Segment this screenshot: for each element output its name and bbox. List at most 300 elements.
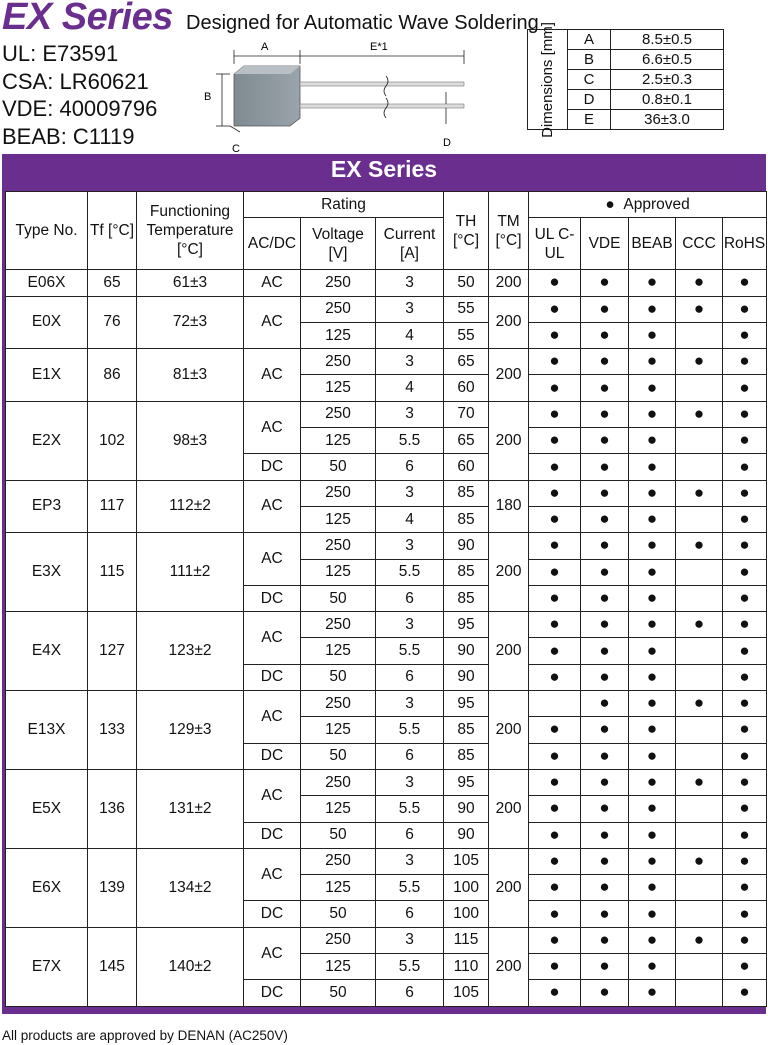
- approval-beab-cell: [629, 980, 676, 1006]
- component-diagram: [200, 34, 480, 152]
- acdc-cell: AC: [244, 691, 301, 744]
- approved-dot-icon: ●: [599, 377, 610, 397]
- acdc-cell: DC: [244, 980, 301, 1006]
- current-cell: 4: [376, 322, 444, 348]
- voltage-cell: 250: [301, 296, 376, 322]
- voltage-cell: 125: [301, 796, 376, 822]
- current-cell: 3: [376, 691, 444, 717]
- type-no-cell: E06X: [6, 270, 88, 296]
- current-cell: 5.5: [376, 954, 444, 980]
- approved-dot-icon: ●: [646, 298, 658, 318]
- approved-dot-icon: ●: [739, 903, 750, 923]
- approval-rohs-cell: [723, 691, 767, 717]
- th-cell: 90: [444, 533, 489, 559]
- approved-dot-icon: ●: [739, 614, 750, 634]
- voltage-cell: 250: [301, 533, 376, 559]
- approved-dot-icon: ●: [599, 272, 610, 292]
- approved-dot-icon: ●: [549, 377, 560, 397]
- approved-dot-icon: ●: [599, 956, 610, 976]
- tf-cell: 139: [88, 848, 137, 927]
- approved-dot-icon: ●: [599, 719, 610, 739]
- current-cell: 3: [376, 401, 444, 427]
- current-cell: 3: [376, 769, 444, 795]
- approval-ul-cell: [529, 638, 581, 664]
- approval-ccc-cell: [676, 691, 723, 717]
- approved-dot-icon: ●: [693, 403, 705, 423]
- current-cell: 3: [376, 270, 444, 296]
- dim-key: B: [568, 50, 611, 70]
- th-cell: 85: [444, 743, 489, 769]
- type-no-cell: E4X: [6, 612, 88, 691]
- approved-dot-icon: ●: [646, 509, 658, 529]
- approved-dot-icon: ●: [599, 298, 610, 318]
- tm-cell: 200: [489, 296, 529, 349]
- th-cell: 60: [444, 375, 489, 401]
- current-cell: 5.5: [376, 559, 444, 585]
- approval-ul-cell: [529, 980, 581, 1006]
- type-no-cell: E1X: [6, 349, 88, 402]
- approved-dot-icon: ●: [646, 456, 658, 476]
- approved-dot-icon: ●: [739, 456, 750, 476]
- approved-dot-icon: ●: [549, 719, 560, 739]
- approval-ccc-cell: [676, 980, 723, 1006]
- approval-rohs-cell: [723, 664, 767, 690]
- voltage-cell: 125: [301, 322, 376, 348]
- approved-dot-icon: ●: [599, 903, 610, 923]
- dim-value: 2.5±0.3: [611, 70, 724, 90]
- approval-vde-cell: [581, 559, 629, 585]
- th-cell: 65: [444, 428, 489, 454]
- approval-ccc-cell: [676, 506, 723, 532]
- approved-dot-icon: ●: [599, 693, 610, 713]
- approval-rohs-cell: [723, 612, 767, 638]
- approval-ul-cell: [529, 875, 581, 901]
- approval-beab-cell: [629, 296, 676, 322]
- approval-ccc-cell: [676, 559, 723, 585]
- th-cell: 65: [444, 349, 489, 375]
- th-cell: 95: [444, 769, 489, 795]
- dim-value: 8.5±0.5: [611, 30, 724, 50]
- current-cell: 6: [376, 980, 444, 1006]
- header-beab: BEAB: [629, 218, 676, 270]
- th-cell: 105: [444, 848, 489, 874]
- approved-dot-icon: ●: [549, 456, 560, 476]
- current-cell: 5.5: [376, 638, 444, 664]
- functioning-temp-cell: 111±2: [137, 533, 244, 612]
- approval-ul-cell: [529, 743, 581, 769]
- products-table: [5, 191, 767, 1007]
- approval-ccc-cell: [676, 401, 723, 427]
- th-cell: 90: [444, 822, 489, 848]
- dim-key: E: [568, 110, 611, 130]
- type-no-cell: E3X: [6, 533, 88, 612]
- header-functioning-temp: Functioning Temperature [°C]: [137, 192, 244, 270]
- approval-ul-cell: [529, 717, 581, 743]
- approval-ul-cell: [529, 428, 581, 454]
- current-cell: 6: [376, 822, 444, 848]
- approval-rohs-cell: [723, 769, 767, 795]
- voltage-cell: 250: [301, 401, 376, 427]
- certification-list: [2, 40, 157, 150]
- approval-beab-cell: [629, 375, 676, 401]
- approved-dot-icon: ●: [549, 614, 560, 634]
- approval-beab-cell: [629, 954, 676, 980]
- approved-dot-icon: ●: [646, 325, 658, 345]
- approval-ccc-cell: [676, 270, 723, 296]
- approval-ul-cell: [529, 296, 581, 322]
- current-cell: 5.5: [376, 875, 444, 901]
- table-row: [6, 769, 767, 795]
- approval-rohs-cell: [723, 822, 767, 848]
- voltage-cell: 250: [301, 270, 376, 296]
- acdc-cell: AC: [244, 480, 301, 533]
- approval-beab-cell: [629, 322, 676, 348]
- approval-vde-cell: [581, 454, 629, 480]
- approved-dot-icon: ●: [549, 272, 560, 292]
- approval-ccc-cell: [676, 927, 723, 953]
- cert-csa: CSA: LR60621: [2, 68, 149, 94]
- table-row: [6, 533, 767, 559]
- tm-cell: 200: [489, 612, 529, 691]
- approval-ul-cell: [529, 322, 581, 348]
- products-table-body: [6, 270, 767, 1006]
- current-cell: 3: [376, 349, 444, 375]
- header-ul: UL C-UL: [529, 218, 581, 270]
- approval-ccc-cell: [676, 664, 723, 690]
- approval-ccc-cell: [676, 638, 723, 664]
- header-ccc: CCC: [676, 218, 723, 270]
- tm-cell: 200: [489, 848, 529, 927]
- approval-ul-cell: [529, 270, 581, 296]
- approval-beab-cell: [629, 612, 676, 638]
- tf-cell: 117: [88, 480, 137, 533]
- dimensions-table: [527, 21, 724, 138]
- approval-rohs-cell: [723, 375, 767, 401]
- voltage-cell: 125: [301, 717, 376, 743]
- approval-ccc-cell: [676, 769, 723, 795]
- approved-dot-icon: ●: [599, 561, 610, 581]
- approval-ccc-cell: [676, 428, 723, 454]
- approved-dot-icon: ●: [549, 956, 560, 976]
- approved-dot-icon: ●: [599, 509, 610, 529]
- type-no-cell: E0X: [6, 296, 88, 349]
- approval-vde-cell: [581, 585, 629, 611]
- approved-dot-icon: ●: [739, 666, 750, 686]
- acdc-cell: AC: [244, 296, 301, 349]
- voltage-cell: 250: [301, 349, 376, 375]
- th-cell: 85: [444, 717, 489, 743]
- approval-ul-cell: [529, 559, 581, 585]
- tf-cell: 136: [88, 769, 137, 848]
- voltage-cell: 50: [301, 664, 376, 690]
- header-voltage: Voltage [V]: [301, 218, 376, 270]
- approved-dot-icon: ●: [739, 377, 750, 397]
- approved-dot-icon: ●: [599, 403, 610, 423]
- approval-beab-cell: [629, 769, 676, 795]
- approval-rohs-cell: [723, 349, 767, 375]
- approved-dot-icon: ●: [646, 903, 658, 923]
- current-cell: 3: [376, 848, 444, 874]
- approved-dot-icon: ●: [549, 982, 560, 1002]
- approved-dot-icon: ●: [549, 929, 560, 949]
- approval-rohs-cell: [723, 927, 767, 953]
- approved-dot-icon: ●: [549, 877, 560, 897]
- voltage-cell: 250: [301, 769, 376, 795]
- approval-rohs-cell: [723, 848, 767, 874]
- approval-rohs-cell: [723, 796, 767, 822]
- type-no-cell: E7X: [6, 927, 88, 1006]
- approved-dot-icon: ●: [693, 614, 705, 634]
- th-cell: 110: [444, 954, 489, 980]
- th-cell: 100: [444, 875, 489, 901]
- voltage-cell: 125: [301, 428, 376, 454]
- approval-ul-cell: [529, 454, 581, 480]
- approval-vde-cell: [581, 270, 629, 296]
- approval-ccc-cell: [676, 612, 723, 638]
- approved-dot-icon: ●: [646, 719, 658, 739]
- approved-dot-icon: ●: [739, 509, 750, 529]
- approval-rohs-cell: [723, 638, 767, 664]
- approved-dot-icon: ●: [605, 196, 615, 214]
- approved-dot-icon: ●: [739, 798, 750, 818]
- approved-dot-icon: ●: [739, 561, 750, 581]
- voltage-cell: 50: [301, 454, 376, 480]
- tm-cell: 200: [489, 349, 529, 402]
- approval-ccc-cell: [676, 875, 723, 901]
- th-cell: 55: [444, 296, 489, 322]
- current-cell: 6: [376, 664, 444, 690]
- approval-vde-cell: [581, 322, 629, 348]
- approval-vde-cell: [581, 428, 629, 454]
- approval-rohs-cell: [723, 322, 767, 348]
- approved-dot-icon: ●: [646, 956, 658, 976]
- approval-ul-cell: [529, 401, 581, 427]
- approval-vde-cell: [581, 822, 629, 848]
- acdc-cell: AC: [244, 612, 301, 665]
- approved-dot-icon: ●: [646, 588, 658, 607]
- acdc-cell: AC: [244, 401, 301, 454]
- current-cell: 6: [376, 901, 444, 927]
- approval-vde-cell: [581, 296, 629, 322]
- acdc-cell: DC: [244, 901, 301, 927]
- functioning-temp-cell: 129±3: [137, 691, 244, 770]
- approved-dot-icon: ●: [739, 719, 750, 739]
- approval-vde-cell: [581, 506, 629, 532]
- voltage-cell: 50: [301, 743, 376, 769]
- approved-dot-icon: ●: [646, 929, 658, 949]
- approved-dot-icon: ●: [549, 850, 560, 870]
- acdc-cell: AC: [244, 769, 301, 822]
- functioning-temp-cell: 140±2: [137, 927, 244, 1006]
- dimensions-label-cell: [528, 21, 568, 138]
- acdc-cell: AC: [244, 848, 301, 901]
- type-no-cell: EP3: [6, 480, 88, 533]
- functioning-temp-cell: 72±3: [137, 296, 244, 349]
- approval-vde-cell: [581, 980, 629, 1006]
- voltage-cell: 50: [301, 585, 376, 611]
- th-cell: 100: [444, 901, 489, 927]
- voltage-cell: 125: [301, 375, 376, 401]
- footer-note: All products are approved by DENAN (AC250V): [2, 1028, 288, 1043]
- approval-vde-cell: [581, 612, 629, 638]
- current-cell: 3: [376, 480, 444, 506]
- voltage-cell: 50: [301, 980, 376, 1006]
- approved-dot-icon: ●: [693, 482, 705, 502]
- tm-cell: 200: [489, 691, 529, 770]
- approval-beab-cell: [629, 454, 676, 480]
- approval-rohs-cell: [723, 980, 767, 1006]
- approval-beab-cell: [629, 638, 676, 664]
- approved-dot-icon: ●: [549, 298, 560, 318]
- table-row: [6, 349, 767, 375]
- voltage-cell: 50: [301, 822, 376, 848]
- approval-beab-cell: [629, 664, 676, 690]
- th-cell: 95: [444, 612, 489, 638]
- current-cell: 3: [376, 612, 444, 638]
- approval-ccc-cell: [676, 480, 723, 506]
- approval-rohs-cell: [723, 954, 767, 980]
- tf-cell: 76: [88, 296, 137, 349]
- tm-cell: 180: [489, 480, 529, 533]
- approval-beab-cell: [629, 401, 676, 427]
- approved-dot-icon: ●: [599, 588, 610, 607]
- approved-dot-icon: ●: [599, 666, 610, 686]
- table-row: [6, 480, 767, 506]
- current-cell: 4: [376, 506, 444, 532]
- approval-ccc-cell: [676, 533, 723, 559]
- approval-beab-cell: [629, 533, 676, 559]
- approved-dot-icon: ●: [693, 772, 705, 792]
- approved-dot-icon: ●: [739, 956, 750, 976]
- table-row: [6, 401, 767, 427]
- approved-dot-icon: ●: [739, 693, 750, 713]
- approval-vde-cell: [581, 927, 629, 953]
- tf-cell: 86: [88, 349, 137, 402]
- dim-label-e: E*1: [370, 41, 388, 53]
- approved-dot-icon: ●: [549, 325, 560, 345]
- functioning-temp-cell: 61±3: [137, 270, 244, 296]
- approved-dot-icon: ●: [739, 272, 750, 292]
- approval-beab-cell: [629, 559, 676, 585]
- approval-vde-cell: [581, 901, 629, 927]
- approval-ccc-cell: [676, 296, 723, 322]
- approval-vde-cell: [581, 796, 629, 822]
- approved-dot-icon: ●: [646, 351, 658, 371]
- approval-ul-cell: [529, 796, 581, 822]
- tf-cell: 145: [88, 927, 137, 1006]
- approval-ccc-cell: [676, 454, 723, 480]
- approved-dot-icon: ●: [549, 430, 560, 450]
- approved-dot-icon: ●: [599, 929, 610, 949]
- approved-dot-icon: ●: [646, 482, 658, 502]
- approval-ccc-cell: [676, 954, 723, 980]
- header-type: Type No.: [6, 192, 88, 270]
- voltage-cell: 125: [301, 875, 376, 901]
- voltage-cell: 250: [301, 480, 376, 506]
- acdc-cell: DC: [244, 585, 301, 611]
- approved-dot-icon: ●: [549, 351, 560, 371]
- approved-dot-icon: ●: [739, 430, 750, 450]
- approval-beab-cell: [629, 585, 676, 611]
- table-row: [6, 612, 767, 638]
- approved-dot-icon: ●: [693, 535, 705, 555]
- approval-vde-cell: [581, 769, 629, 795]
- functioning-temp-cell: 81±3: [137, 349, 244, 402]
- cert-ul: UL: E73591: [2, 41, 119, 66]
- th-cell: 90: [444, 664, 489, 690]
- approved-dot-icon: ●: [549, 588, 560, 607]
- approved-dot-icon: ●: [599, 614, 610, 634]
- approval-ccc-cell: [676, 901, 723, 927]
- approved-dot-icon: ●: [599, 745, 610, 765]
- approved-dot-icon: ●: [646, 666, 658, 686]
- approval-rohs-cell: [723, 506, 767, 532]
- current-cell: 5.5: [376, 796, 444, 822]
- type-no-cell: E13X: [6, 691, 88, 770]
- dim-label-c: C: [232, 143, 240, 152]
- cert-vde: VDE: 40009796: [2, 96, 158, 121]
- header-current: Current [A]: [376, 218, 444, 270]
- approved-dot-icon: ●: [739, 929, 750, 949]
- approved-dot-icon: ●: [646, 430, 658, 450]
- approved-dot-icon: ●: [739, 877, 750, 897]
- approval-vde-cell: [581, 717, 629, 743]
- table-row: [6, 270, 767, 296]
- approval-vde-cell: [581, 375, 629, 401]
- approval-ul-cell: [529, 848, 581, 874]
- current-cell: 5.5: [376, 717, 444, 743]
- approval-ccc-cell: [676, 796, 723, 822]
- approved-dot-icon: ●: [549, 535, 560, 555]
- functioning-temp-cell: 98±3: [137, 401, 244, 480]
- th-cell: 85: [444, 559, 489, 585]
- approval-beab-cell: [629, 506, 676, 532]
- approved-dot-icon: ●: [739, 325, 750, 345]
- approved-dot-icon: ●: [549, 561, 560, 581]
- acdc-cell: AC: [244, 349, 301, 402]
- approved-dot-icon: ●: [739, 772, 750, 792]
- table-row: [6, 691, 767, 717]
- voltage-cell: 125: [301, 638, 376, 664]
- approval-rohs-cell: [723, 717, 767, 743]
- header-tm: TM [°C]: [489, 192, 529, 270]
- th-cell: 95: [444, 691, 489, 717]
- approved-dot-icon: ●: [646, 693, 658, 713]
- approval-ccc-cell: [676, 717, 723, 743]
- approval-beab-cell: [629, 428, 676, 454]
- approved-dot-icon: ●: [646, 535, 658, 555]
- current-cell: 6: [376, 743, 444, 769]
- approved-dot-icon: ●: [599, 535, 610, 555]
- approval-vde-cell: [581, 349, 629, 375]
- current-cell: 4: [376, 375, 444, 401]
- header-rating: Rating: [244, 192, 444, 218]
- dim-key: D: [568, 90, 611, 110]
- approval-rohs-cell: [723, 428, 767, 454]
- approved-dot-icon: ●: [646, 982, 658, 1002]
- tm-cell: 200: [489, 401, 529, 480]
- approval-rohs-cell: [723, 480, 767, 506]
- approval-beab-cell: [629, 901, 676, 927]
- component-body: [234, 66, 300, 126]
- dim-label-d: D: [443, 137, 451, 149]
- voltage-cell: 250: [301, 927, 376, 953]
- approved-dot-icon: ●: [549, 509, 560, 529]
- th-cell: 85: [444, 585, 489, 611]
- voltage-cell: 50: [301, 901, 376, 927]
- tm-cell: 200: [489, 533, 529, 612]
- approval-vde-cell: [581, 875, 629, 901]
